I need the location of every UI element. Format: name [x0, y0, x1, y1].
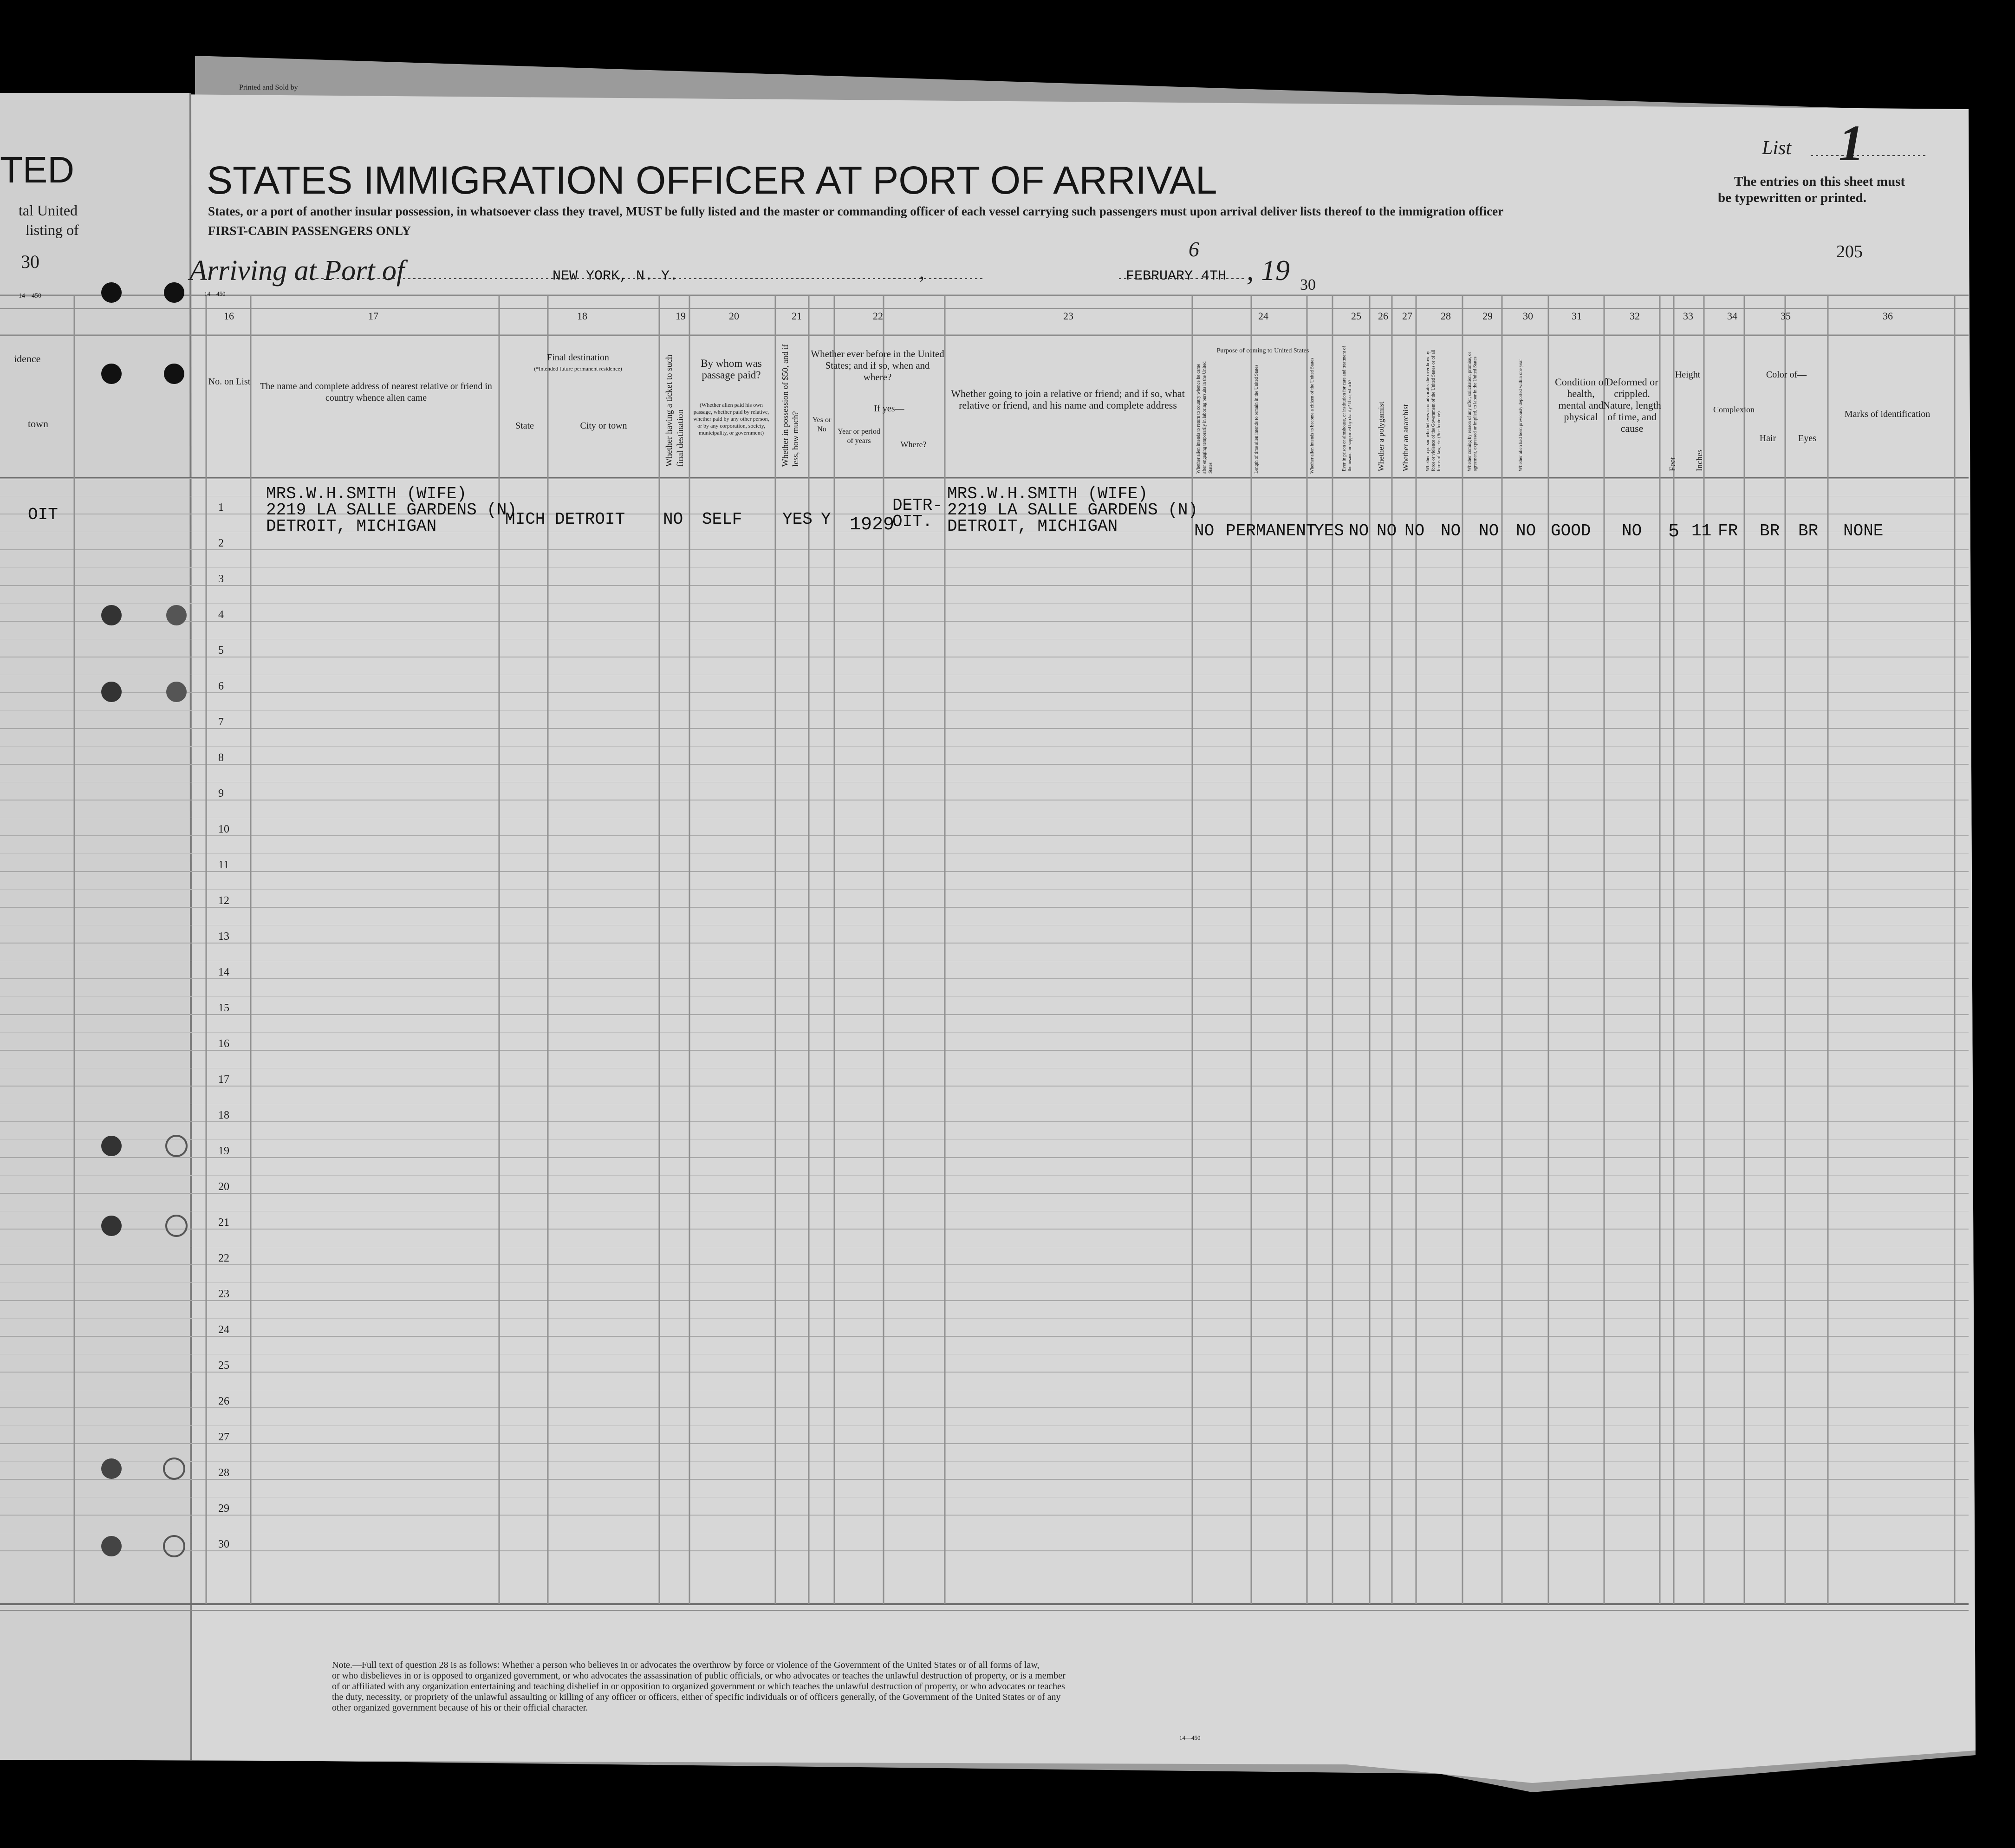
col-num-36: 36 [1883, 310, 1893, 322]
entry-join-line-3: DETROIT, MICHIGAN [947, 517, 1118, 536]
row-number: 21 [218, 1217, 229, 1229]
footnote-line-3: of or affiliated with any organization entertaining and teaching disbelief in or opposition to organized government or which teaches the unlawful destruction of property, or who advocates or teaches [332, 1681, 1065, 1692]
entry-feet: 5 [1668, 521, 1680, 542]
col-36-label: Marks of identification [1844, 409, 1930, 419]
left-line-2: listing of [26, 221, 79, 238]
entry-relative-line-2: 2219 LA SALLE GARDENS (N) [266, 501, 517, 520]
port-value: NEW YORK, N. Y. [552, 268, 678, 284]
footnote-form-no: 14—450 [1179, 1734, 1201, 1741]
row-number: 4 [218, 609, 224, 621]
entry-overthrow: NO [1441, 521, 1461, 540]
left-col-town: town [28, 418, 48, 429]
entry-hair: BR [1760, 521, 1780, 540]
row-number: 30 [218, 1538, 229, 1550]
instructions-line-1: The entries on this sheet must [1734, 174, 1905, 189]
row-number: 26 [218, 1395, 229, 1407]
col-num-18: 18 [577, 310, 587, 322]
row-number: 13 [218, 931, 229, 943]
subtitle-line-2: FIRST-CABIN PASSENGERS ONLY [208, 224, 411, 238]
col-28-label: Whether a person who believes in or advocates the overthrow by force or violence of the Government of the United States or of all forms of law, etc. (See footnote) [1425, 350, 1442, 471]
row-number: 16 [218, 1038, 229, 1050]
entry-polygamist: NO [1377, 521, 1397, 540]
row-number: 5 [218, 644, 224, 657]
left-col-idence: idence [14, 353, 41, 364]
col-22-ifyes: If yes— [874, 403, 904, 414]
entry-length: PERMANENT [1226, 521, 1316, 540]
punch-hole [164, 364, 184, 384]
entry-before-year: 1929 [850, 514, 895, 535]
row-number: 24 [218, 1324, 229, 1336]
col-num-17: 17 [368, 310, 378, 322]
col-16-label: No. on List [208, 377, 251, 387]
col-32-label: Deformed or crippled. Nature, length of time, and cause [1603, 376, 1661, 434]
row-number: 6 [218, 680, 224, 692]
col-29-label: Whether coming by reason of any offer, solicitation, promise, or agreement, expressed or implied, to labor in the United States [1467, 351, 1478, 471]
entry-citizen: YES [1314, 521, 1344, 540]
col-27-label: Whether an anarchist [1401, 404, 1410, 471]
entry-before-where-1: DETR- [892, 496, 943, 515]
col-26-label: Whether a polygamist [1377, 401, 1385, 471]
entry-relative-line-1: MRS.W.H.SMITH (WIFE) [266, 484, 467, 503]
row-number: 15 [218, 1002, 229, 1014]
col-18-state: State [515, 421, 534, 431]
col-17-label: The name and complete address of nearest relative or friend in country whence alien came [260, 381, 492, 403]
punch-hole [101, 1136, 122, 1156]
entry-before-yn: Y [821, 510, 831, 529]
col-num-35: 35 [1781, 310, 1791, 322]
punch-hole [166, 605, 187, 625]
col-num-31: 31 [1572, 310, 1582, 322]
row-number: 18 [218, 1109, 229, 1121]
row-number: 20 [218, 1181, 229, 1193]
col-18-sub: (*Intended future permanent residence) [534, 365, 622, 372]
entry-ticket: NO [663, 510, 683, 529]
col-35-label: Color of— [1766, 370, 1807, 380]
entry-anarchist: NO [1404, 521, 1425, 540]
left-form-no: 14—450 [19, 293, 41, 299]
col-24-s2: Length of time alien intends to remain in the United States [1254, 364, 1259, 474]
col-23-label: Whether going to join a relative or friend; and if so, what relative or friend, and his name and complete address [951, 388, 1185, 411]
col-30-label: Whether alien had been previously deported within one year [1518, 359, 1523, 471]
col-35-eyes: Eyes [1798, 433, 1816, 443]
date-value: FEBRUARY 4TH [1126, 268, 1227, 284]
row-number: 17 [218, 1074, 229, 1086]
entry-city: DETROIT [555, 510, 625, 529]
row-number: 3 [218, 573, 224, 585]
col-num-23: 23 [1063, 310, 1073, 322]
col-18-label: Final destination [547, 352, 609, 363]
row-number: 11 [218, 859, 229, 871]
entry-deformed: NO [1622, 521, 1642, 540]
col-31-label: Condition of health, mental and physical [1555, 376, 1607, 423]
entry-return: NO [1194, 521, 1215, 540]
entry-offer: NO [1479, 521, 1499, 540]
footnote-line-2: or who disbelieves in or is opposed to organized government, or who advocates the assassination of public officials, or who advocates or teaches the unlawful destruction of property, or is a member [332, 1671, 1066, 1681]
row-number: 29 [218, 1503, 229, 1515]
col-20-label: By whom was passage paid? [701, 358, 762, 381]
col-24-s1: Whether alien intends to return to country whence he came after engaging temporarily in laboring pursuits in the United States [1196, 361, 1213, 474]
entry-join-line-2: 2219 LA SALLE GARDENS (N) [947, 501, 1198, 520]
col-num-24: 24 [1258, 310, 1268, 322]
entry-inches: 11 [1691, 521, 1712, 540]
col-33-inches: Inches [1695, 449, 1704, 471]
punch-hole [164, 282, 184, 303]
footnote-line-4: the duty, necessity, or propriety of the unlawful assaulting or killing of any officer or officers, either of specific individuals or of officers generally, of the Government of the United States or of any [332, 1692, 1061, 1702]
left-year: 30 [21, 251, 39, 272]
entry-health: GOOD [1551, 521, 1591, 540]
footnote-line-5: other organized government because of his or their official character. [332, 1703, 588, 1713]
col-22-yesno: Yes or No [812, 416, 832, 433]
printer-note: Printed and Sold by [239, 84, 298, 91]
list-label: List [1762, 137, 1792, 159]
punch-hole [166, 682, 187, 702]
col-num-33: 33 [1683, 310, 1693, 322]
entry-complexion: FR [1718, 521, 1738, 540]
subtitle-line-1: States, or a port of another insular possession, in whatsoever class they travel, MUST be fully listed and the master or commanding officer of each vessel carrying such passengers must upon arrival deliver lists thereof to the immigration officer [208, 204, 1504, 218]
col-24-label: Purpose of coming to United States [1216, 347, 1309, 354]
col-35-hair: Hair [1759, 433, 1776, 443]
row-number: 10 [218, 823, 229, 835]
year-prefix: , 19 [1247, 255, 1290, 286]
entry-state: MICH [505, 510, 546, 529]
entry-eyes: BR [1798, 521, 1819, 540]
row-number: 2 [218, 537, 224, 549]
punch-hole [101, 282, 122, 303]
col-num-32: 32 [1630, 310, 1640, 322]
col-num-27: 27 [1402, 310, 1412, 322]
row-number: 14 [218, 966, 229, 978]
col-num-34: 34 [1727, 310, 1737, 322]
instructions-line-2: be typewritten or printed. [1718, 190, 1867, 205]
front-sheet [0, 93, 1976, 1783]
col-num-16: 16 [224, 310, 234, 322]
list-number: 1 [1839, 115, 1864, 171]
punch-hole [101, 682, 122, 702]
year-suffix: 30 [1300, 276, 1316, 293]
col-num-25: 25 [1351, 310, 1361, 322]
col-num-21: 21 [792, 310, 802, 322]
left-line-1: tal United [19, 202, 78, 219]
left-page-strip [0, 93, 190, 1760]
entry-marks: NONE [1843, 521, 1884, 540]
row-number: 1 [218, 501, 224, 514]
sheet-fold [190, 93, 191, 1760]
page-title: STATES IMMIGRATION OFFICER AT PORT OF ARRIVAL [207, 158, 1217, 202]
entry-join-line-1: MRS.W.H.SMITH (WIFE) [947, 484, 1148, 503]
port-comma: , [919, 260, 924, 283]
row-number: 7 [218, 716, 224, 728]
col-22-label: Whether ever before in the United States; and if so, when and where? [811, 348, 944, 383]
col-19-label: Whether having a ticket to such final destination [664, 354, 685, 467]
entry-has-50: YES [782, 510, 812, 529]
date-correction: 6 [1189, 237, 1199, 261]
row-number: 25 [218, 1360, 229, 1372]
col-34-label: Complexion [1713, 405, 1755, 414]
col-18-city: City or town [580, 421, 627, 431]
row-number: 9 [218, 787, 224, 800]
punch-hole [101, 1536, 122, 1556]
entry-prison: NO [1349, 521, 1369, 540]
row-number: 27 [218, 1431, 229, 1443]
footnote-line-1: Note.—Full text of question 28 is as follows: Whether a person who believes in or advocates the overthrow by force or violence of the Government of the United States or of all forms of law, [332, 1660, 1040, 1670]
col-33-label: Height [1675, 370, 1701, 380]
col-num-28: 28 [1441, 310, 1451, 322]
left-row1: OIT [28, 505, 58, 524]
col-25-label: Ever in prison or almshouse, or institution for care and treatment of the insane, or supported by charity? If so, which? [1342, 346, 1352, 471]
col-num-29: 29 [1482, 310, 1493, 322]
row-number: 12 [218, 895, 229, 907]
entry-before-where-2: OIT. [892, 512, 933, 531]
col-22-year: Year or period of years [838, 428, 880, 445]
row-number: 28 [218, 1467, 229, 1479]
col-24-s3: Whether alien intends to become a citizen of the United States [1310, 358, 1315, 474]
punch-hole [101, 605, 122, 625]
header-form-no: 14—450 [204, 290, 226, 297]
punch-hole [101, 1458, 122, 1479]
entry-paid-by: SELF [702, 510, 742, 529]
row-number: 23 [218, 1288, 229, 1300]
row-number: 19 [218, 1145, 229, 1157]
col-21-label: Whether in possession of $50, and if less, how much? [780, 344, 800, 467]
footnote [332, 1660, 1265, 1713]
entry-relative-line-3: DETROIT, MICHIGAN [266, 517, 437, 536]
col-20-sub: (Whether alien paid his own passage, whether paid by relative, whether paid by any other person, or by any corporation, society, municipality, or government) [693, 402, 769, 436]
punch-hole [101, 1216, 122, 1236]
entry-deported: NO [1516, 521, 1536, 540]
col-num-30: 30 [1523, 310, 1533, 322]
sheet-number: 205 [1836, 242, 1863, 261]
left-title-fragment: TED [0, 149, 74, 190]
row-number: 8 [218, 752, 224, 764]
punch-hole [101, 364, 122, 384]
col-22-where: Where? [900, 440, 927, 449]
arriving-label: Arriving at Port of [189, 255, 405, 286]
row-number: 22 [218, 1252, 229, 1264]
col-num-22: 22 [873, 310, 883, 322]
col-num-19: 19 [676, 310, 686, 322]
col-33-feet: Feet [1668, 457, 1677, 471]
col-num-20: 20 [729, 310, 739, 322]
col-num-26: 26 [1378, 310, 1388, 322]
